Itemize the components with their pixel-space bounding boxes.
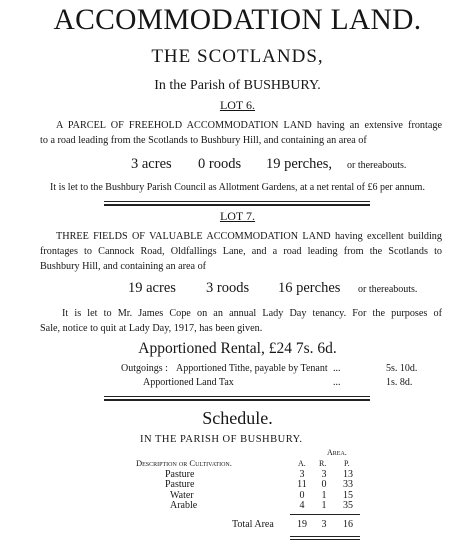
lot7-line2: frontages to Cannock Road, Oldfallings Lane, and a road leading from the Scotlands to bbox=[40, 246, 442, 257]
table-row-p: 35 bbox=[343, 499, 353, 511]
lot7-area-acres: 19 acres bbox=[128, 280, 176, 296]
table-row-p: 15 bbox=[343, 489, 353, 501]
schedule-col-p: P. bbox=[344, 459, 350, 468]
table-row-r: 1 bbox=[321, 489, 327, 501]
lot7-area-suffix: or thereabouts. bbox=[358, 284, 418, 295]
table-row-a: 4 bbox=[299, 499, 305, 511]
lot6-line1: A PARCEL OF FREEHOLD ACCOMMODATION LAND having an extensive frontage bbox=[56, 120, 442, 131]
apportioned-rental: Apportioned Rental, £24 7s. 6d. bbox=[138, 340, 337, 357]
lot7-area bbox=[0, 280, 475, 300]
page-title: ACCOMMODATION LAND. bbox=[53, 4, 422, 36]
schedule-parish: IN THE PARISH OF BUSHBURY. bbox=[140, 434, 303, 445]
lot6-line2: to a road leading from the Scotlands to Bushbury Hill, and containing an area of bbox=[40, 135, 367, 146]
table-row-a: 11 bbox=[297, 479, 307, 491]
table-row-desc: Water bbox=[170, 489, 194, 501]
divider bbox=[104, 201, 370, 202]
schedule-area-header: Area. bbox=[327, 448, 347, 457]
lot6-let-line: It is let to the Bushbury Parish Council as Allotment Gardens, at a net rental of £6 per annum. bbox=[50, 182, 425, 193]
outgoings-label: Outgoings : bbox=[121, 363, 168, 374]
divider bbox=[104, 399, 370, 401]
divider bbox=[104, 204, 370, 206]
lot6-heading bbox=[0, 98, 475, 113]
outgoings bbox=[0, 362, 475, 390]
table-row-r: 1 bbox=[321, 499, 327, 511]
schedule-col-r: R. bbox=[319, 459, 327, 468]
total-double-rule bbox=[290, 536, 360, 537]
outgoing-item-amount: 1s. 8d. bbox=[386, 377, 413, 388]
lot6-area-acres: 3 acres bbox=[131, 156, 172, 172]
lot7-line1: THREE FIELDS OF VALUABLE ACCOMMODATION LAND having excellent building bbox=[56, 231, 442, 242]
table-row-r: 0 bbox=[321, 479, 327, 491]
outgoing-item-amount: 5s. 10d. bbox=[386, 363, 418, 374]
total-rule bbox=[290, 514, 360, 515]
schedule-col-a: A. bbox=[298, 459, 306, 468]
table-row-desc: Pasture bbox=[165, 479, 195, 491]
total-double-rule bbox=[290, 539, 360, 540]
table-row-p: 13 bbox=[343, 469, 353, 480]
table-row-r: 3 bbox=[321, 469, 327, 480]
lot6-area-roods: 0 roods bbox=[198, 156, 242, 172]
lot7-let-line2: Sale, notice to quit at Lady Day, 1917, has been given. bbox=[40, 323, 263, 334]
lot6-area-suffix: or thereabouts. bbox=[347, 160, 407, 171]
property-name: THE SCOTLANDS, bbox=[151, 46, 324, 67]
table-row-desc: Arable bbox=[170, 499, 198, 511]
table-row-a: 0 bbox=[299, 489, 305, 501]
lot6-area-perches: 19 perches, bbox=[266, 156, 333, 172]
divider bbox=[104, 396, 370, 397]
lot7-heading-text: LOT 7. bbox=[219, 209, 256, 223]
total-r: 3 bbox=[321, 519, 327, 530]
schedule-heading: Schedule. bbox=[202, 408, 273, 428]
lot6-area bbox=[0, 156, 475, 176]
table-row-a: 3 bbox=[299, 469, 305, 480]
table-row-desc: Pasture bbox=[165, 469, 195, 480]
total-a: 19 bbox=[297, 519, 307, 530]
table-row-p: 33 bbox=[343, 479, 353, 491]
lot7-line3: Bushbury Hill, and containing an area of bbox=[40, 261, 207, 272]
lot7-heading bbox=[0, 209, 475, 224]
schedule-rows bbox=[0, 470, 475, 520]
outgoing-item-dots: ... bbox=[333, 377, 341, 388]
schedule-total-row bbox=[0, 519, 475, 533]
lot6-heading-text: LOT 6. bbox=[219, 98, 256, 112]
total-area-label: Total Area bbox=[232, 519, 274, 530]
outgoing-item-label: Apportioned Tithe, payable by Tenant bbox=[176, 363, 328, 374]
total-p: 16 bbox=[343, 519, 353, 530]
lot7-let-line1: It is let to Mr. James Cope on an annual Lady Day tenancy. For the purposes of bbox=[62, 308, 442, 319]
outgoing-item-label: Apportioned Land Tax bbox=[143, 377, 234, 388]
parish-line: In the Parish of BUSHBURY. bbox=[154, 78, 321, 93]
lot7-area-roods: 3 roods bbox=[206, 280, 250, 296]
schedule-col-desc: Description or Cultivation. bbox=[136, 458, 232, 468]
outgoing-item-dots: ... bbox=[333, 363, 341, 374]
lot7-area-perches: 16 perches bbox=[278, 280, 341, 296]
